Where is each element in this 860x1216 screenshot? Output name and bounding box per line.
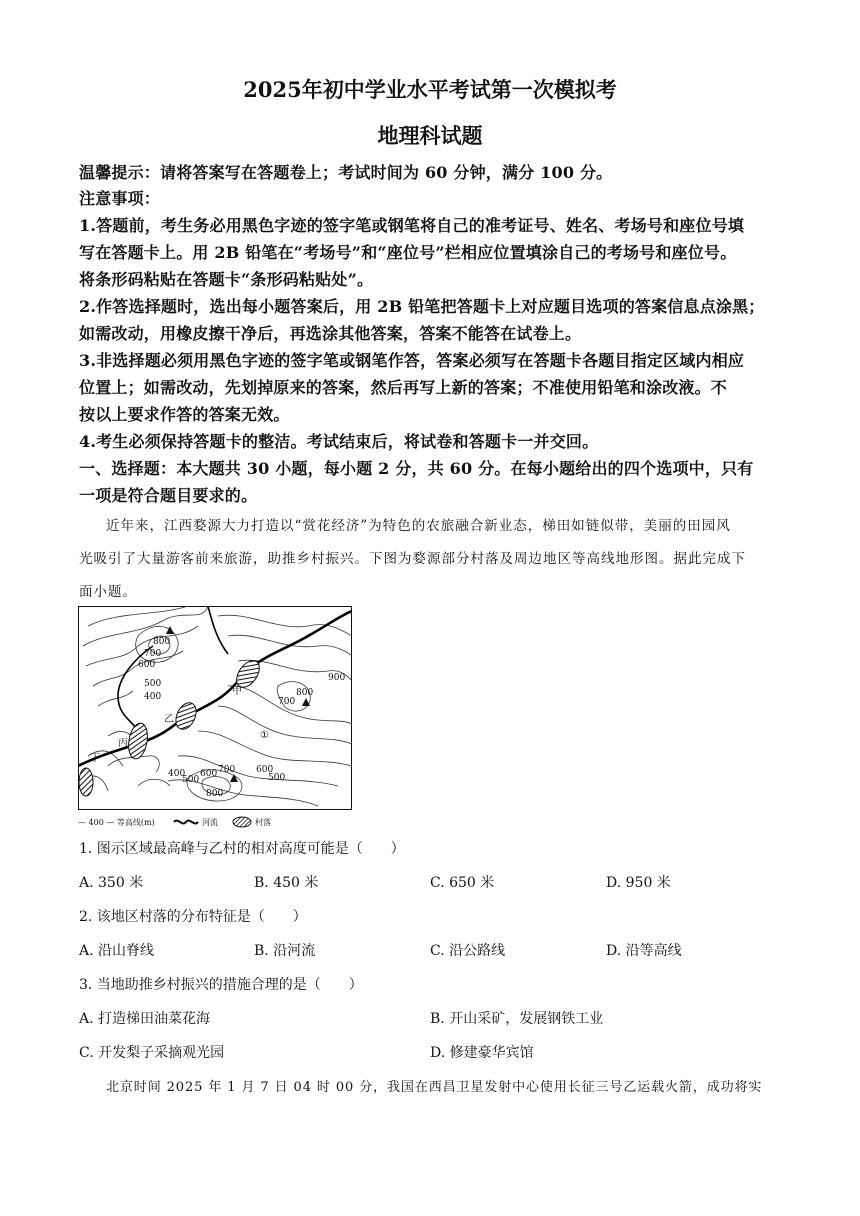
question-3-option-d[interactable]: D. 修建豪华宾馆 bbox=[430, 1045, 534, 1061]
contour-label: 500 bbox=[182, 775, 200, 785]
question-3-option-c[interactable]: C. 开发梨子采摘观光园 bbox=[79, 1045, 225, 1061]
notice-line: 4.考生必须保持答题卡的整洁。考试结束后，将试卷和答题卡一并交回。 bbox=[79, 432, 599, 451]
notice-line: 将条形码粘贴在答题卡“条形码粘贴处”。 bbox=[79, 270, 374, 289]
contour-label: 700 bbox=[144, 649, 162, 659]
exam-subtitle: 地理科试题 bbox=[377, 123, 483, 148]
passage-line: 近年来，江西婺源大力打造以“赏花经济”为特色的农旅融合新业态，梯田如链似带，美丽的田园风 bbox=[106, 518, 731, 534]
tip-line: 温馨提示：请将答案写在答题卷上；考试时间为 60 分钟，满分 100 分。 bbox=[79, 163, 613, 182]
map-legend bbox=[78, 814, 378, 830]
question-2-option-c[interactable]: C. 沿公路线 bbox=[430, 943, 506, 959]
notice-line: 写在答题卡上。用 2B 铅笔在“考场号”和“座位号”栏相应位置填涂自己的考场号和座位号。 bbox=[79, 243, 737, 262]
question-3-stem: 3. 当地助推乡村振兴的措施合理的是（ ） bbox=[79, 977, 363, 993]
contour-map bbox=[78, 606, 352, 810]
notice-heading: 注意事项： bbox=[79, 189, 161, 208]
contour-label: 400 bbox=[144, 692, 162, 702]
question-1-option-c[interactable]: C. 650 米 bbox=[430, 875, 495, 891]
contour-label: 500 bbox=[144, 679, 162, 689]
contour-label: 500 bbox=[268, 773, 286, 783]
exam-title: 2025年初中学业水平考试第一次模拟考 bbox=[243, 77, 617, 102]
notice-line: 3.非选择题必须用黑色字迹的签字笔或钢笔作答，答案必须写在答题卡各题目指定区域内相应 bbox=[79, 351, 745, 370]
passage-line: 面小题。 bbox=[79, 584, 137, 600]
question-1-stem: 1. 图示区域最高峰与乙村的相对高度可能是（ ） bbox=[79, 841, 405, 857]
village-label: 乙 bbox=[164, 714, 174, 725]
notice-line: 2.作答选择题时，选出每小题答案后，用 2B 铅笔把答题卡上对应题目选项的答案信息点涂黑； bbox=[79, 297, 765, 316]
contour-label: 700 bbox=[218, 765, 236, 775]
village-label: 丙 bbox=[118, 738, 128, 749]
river-legend-icon bbox=[174, 821, 198, 824]
question-2-stem: 2. 该地区村落的分布特征是（ ） bbox=[79, 909, 307, 925]
contour-label: 400 bbox=[168, 769, 186, 779]
next-passage-line: 北京时间 2025 年 1 月 7 日 04 时 00 分，我国在西昌卫星发射中心使用长征三号乙运载火箭，成功将实 bbox=[106, 1080, 763, 1095]
village-legend-icon bbox=[233, 817, 251, 827]
contour-label: 600 bbox=[138, 660, 156, 670]
question-1-option-a[interactable]: A. 350 米 bbox=[79, 875, 144, 891]
contour-label: 800 bbox=[153, 637, 171, 647]
village-label: 丁 bbox=[90, 753, 100, 764]
village-ding bbox=[79, 768, 93, 796]
question-3-option-b[interactable]: B. 开山采矿，发展钢铁工业 bbox=[430, 1011, 604, 1027]
area-marker: ① bbox=[260, 730, 269, 741]
contour-label: 800 bbox=[296, 688, 314, 698]
question-1-option-d[interactable]: D. 950 米 bbox=[606, 875, 671, 891]
notice-line: 位置上；如需改动，先划掉原来的答案，然后再写上新的答案；不准使用铅笔和涂改液。不 bbox=[79, 378, 728, 397]
contour-label: 700 bbox=[278, 697, 296, 707]
question-2-option-d[interactable]: D. 沿等高线 bbox=[606, 943, 682, 959]
notice-line: 1.答题前，考生务必用黑色字迹的签字笔或钢笔将自己的准考证号、姓名、考场号和座位号填 bbox=[79, 216, 745, 235]
section-heading: 一项是符合题目要求的。 bbox=[79, 486, 258, 505]
contour-label: 600 bbox=[256, 765, 274, 775]
question-2-option-a[interactable]: A. 沿山脊线 bbox=[79, 943, 155, 959]
notice-line: 按以上要求作答的答案无效。 bbox=[79, 405, 290, 424]
passage-line: 光吸引了大量游客前来旅游，助推乡村振兴。下图为婺源部分村落及周边地区等高线地形图。据此完成下 bbox=[79, 551, 746, 567]
legend-river: 河流 bbox=[202, 818, 218, 827]
question-1-option-b[interactable]: B. 450 米 bbox=[254, 875, 319, 891]
contour-label: 800 bbox=[206, 789, 224, 799]
notice-line: 如需改动，用橡皮擦干净后，再选涂其他答案，答案不能答在试卷上。 bbox=[79, 324, 582, 343]
contour-label: 900 bbox=[328, 673, 346, 683]
question-3-option-a[interactable]: A. 打造梯田油菜花海 bbox=[79, 1011, 211, 1027]
legend-contour: — 400 — 等高线(m) bbox=[78, 818, 155, 827]
contour-label: 600 bbox=[200, 769, 218, 779]
legend-village: 村落 bbox=[255, 818, 271, 827]
section-heading: 一、选择题：本大题共 30 小题，每小题 2 分，共 60 分。在每小题给出的四个选项中，只有 bbox=[79, 459, 754, 478]
village-label: 甲 bbox=[232, 686, 242, 697]
question-2-option-b[interactable]: B. 沿河流 bbox=[254, 943, 316, 959]
